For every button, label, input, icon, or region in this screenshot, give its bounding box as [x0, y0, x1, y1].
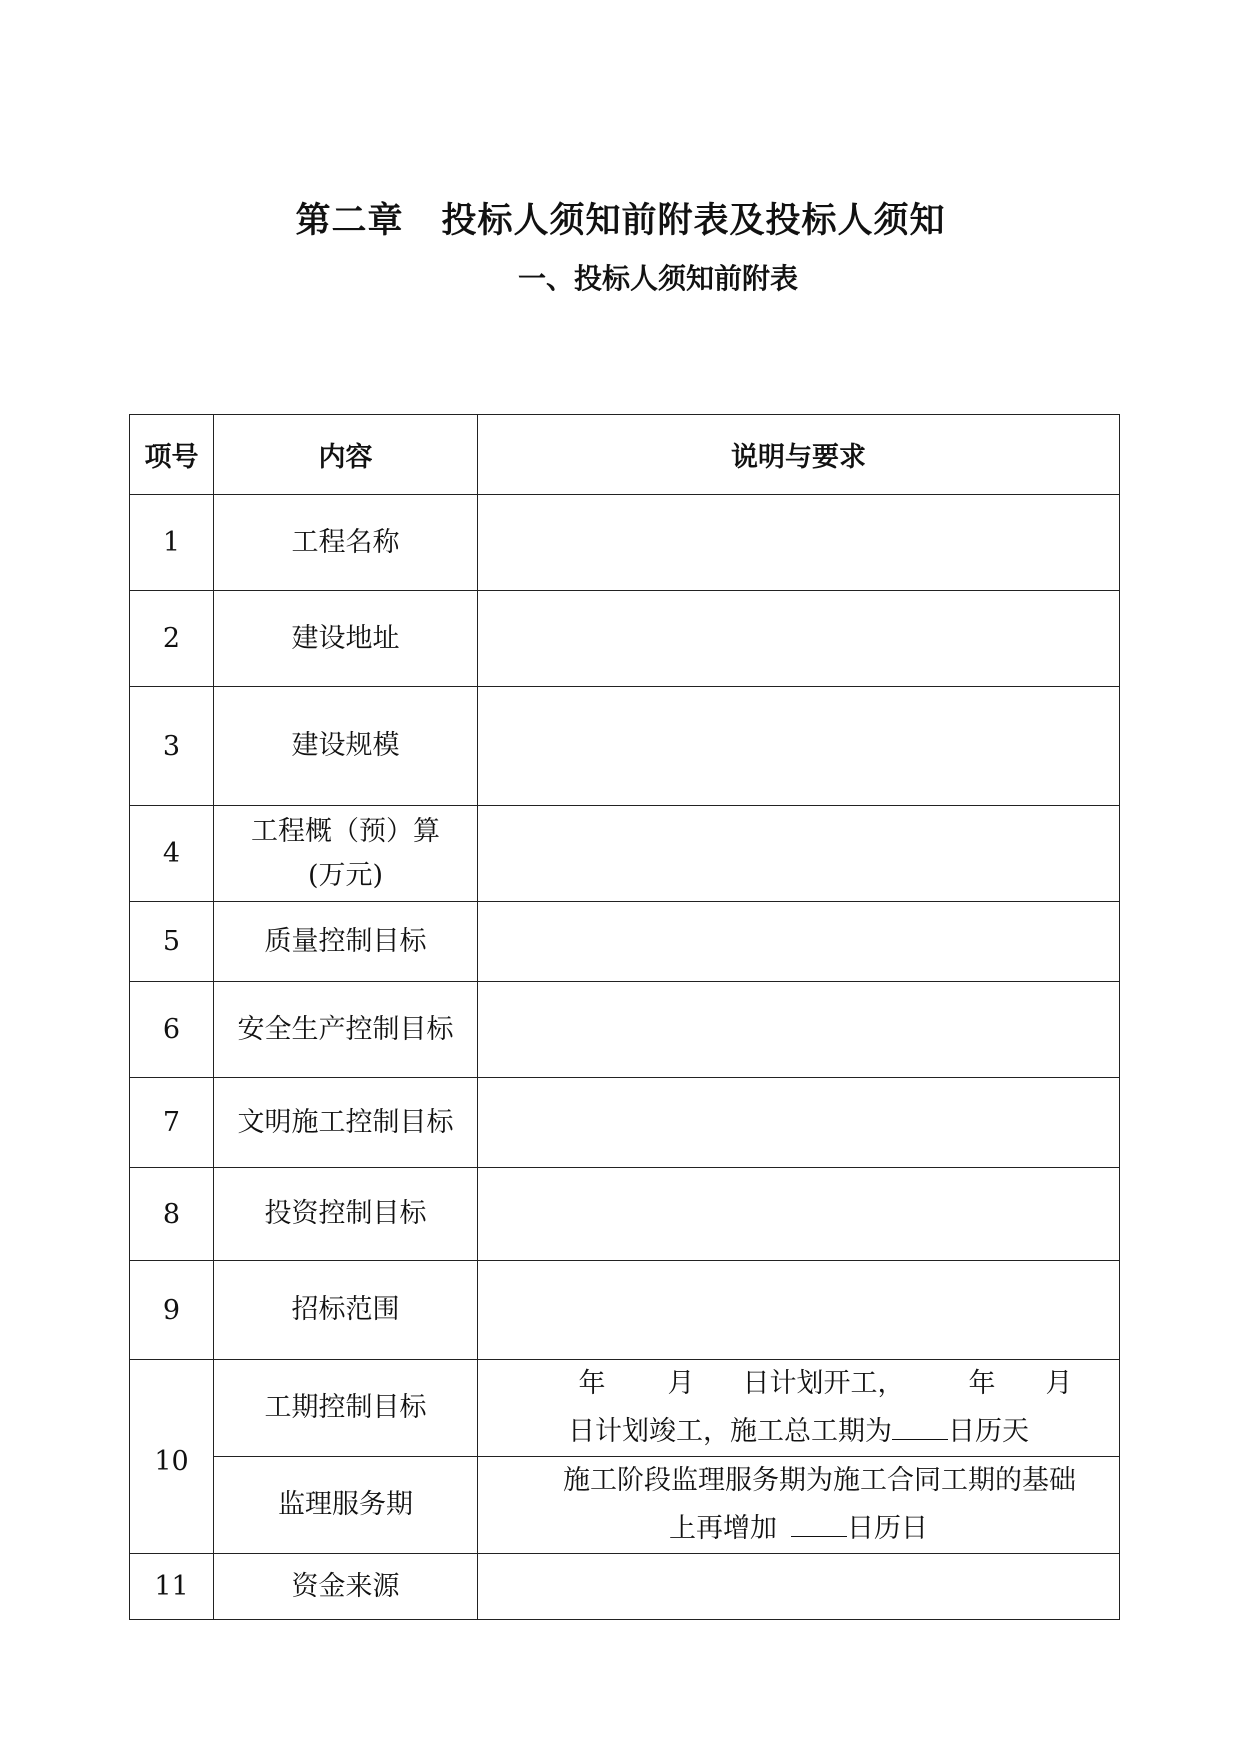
header-item-no: 项号: [130, 415, 214, 495]
bidder-instructions-table: [129, 414, 1120, 1620]
row-description[interactable]: [478, 1261, 1120, 1360]
row-description[interactable]: [478, 1554, 1120, 1620]
table-row: [130, 1457, 1120, 1554]
year-label: 年: [578, 1368, 606, 1399]
service-period-unit: 日历日: [847, 1513, 928, 1544]
table-row: [130, 982, 1120, 1078]
month-label: 月: [667, 1368, 695, 1399]
section-title: 一、投标人须知前附表: [517, 262, 798, 295]
service-period-description[interactable]: [478, 1457, 1120, 1554]
table-row: [130, 591, 1120, 687]
total-days-blank[interactable]: [892, 1417, 948, 1440]
chapter-title: [0, 193, 1241, 243]
row-no: 7: [130, 1078, 214, 1168]
row-no: 6: [130, 982, 214, 1078]
service-period-prefix: 上再增加: [669, 1513, 777, 1544]
row-no: 9: [130, 1261, 214, 1360]
row-description[interactable]: [478, 806, 1120, 902]
row-no: 4: [130, 806, 214, 902]
row-description[interactable]: [478, 1168, 1120, 1261]
header-content: 内容: [214, 415, 478, 495]
row-content: 建设地址: [214, 591, 478, 687]
table-row: [130, 1078, 1120, 1168]
row-description[interactable]: [478, 591, 1120, 687]
table-row: [130, 687, 1120, 806]
row-no: 5: [130, 902, 214, 982]
row-description[interactable]: [478, 902, 1120, 982]
row-no: 8: [130, 1168, 214, 1261]
table-row: [130, 495, 1120, 591]
table-row: [130, 1554, 1120, 1620]
row-content: 安全生产控制目标: [214, 982, 478, 1078]
table-row: [130, 902, 1120, 982]
table-row: [130, 1261, 1120, 1360]
row-content: 投资控制目标: [214, 1168, 478, 1261]
chapter-number: 第二章: [295, 201, 404, 241]
service-period-line1: 施工阶段监理服务期为施工合同工期的基础: [563, 1465, 1076, 1496]
table-row: [130, 1360, 1120, 1457]
row-content: 监理服务期: [214, 1457, 478, 1554]
row-no: 2: [130, 591, 214, 687]
year-label-2: 年: [968, 1368, 996, 1399]
row-description[interactable]: [478, 1078, 1120, 1168]
plan-end-text: 日计划竣工，施工总工期为: [568, 1416, 892, 1447]
row-no: 11: [130, 1554, 214, 1620]
plan-end-unit: 日历天: [948, 1416, 1029, 1447]
table-row: [130, 806, 1120, 902]
table-row: [130, 1168, 1120, 1261]
row-content: 工程名称: [214, 495, 478, 591]
row-content: 质量控制目标: [214, 902, 478, 982]
row-content: 工程概（预）算(万元): [214, 806, 478, 902]
header-description: 说明与要求: [478, 415, 1120, 495]
row-description[interactable]: [478, 495, 1120, 591]
table-header-row: [130, 415, 1120, 495]
row-no: 3: [130, 687, 214, 806]
month-label-2: 月: [1045, 1368, 1073, 1399]
row-content: 工期控制目标: [214, 1360, 478, 1457]
row-description[interactable]: [478, 687, 1120, 806]
row-no: 10: [130, 1360, 214, 1554]
extra-days-blank[interactable]: [791, 1514, 847, 1537]
row-description[interactable]: [478, 982, 1120, 1078]
row-content: 资金来源: [214, 1554, 478, 1620]
row-no: 1: [130, 495, 214, 591]
row-content: 文明施工控制目标: [214, 1078, 478, 1168]
schedule-description[interactable]: [478, 1360, 1120, 1457]
plan-start-text: 日计划开工，: [742, 1368, 905, 1399]
row-content: 招标范围: [214, 1261, 478, 1360]
row-content: 建设规模: [214, 687, 478, 806]
chapter-name: 投标人须知前附表及投标人须知: [441, 201, 946, 241]
